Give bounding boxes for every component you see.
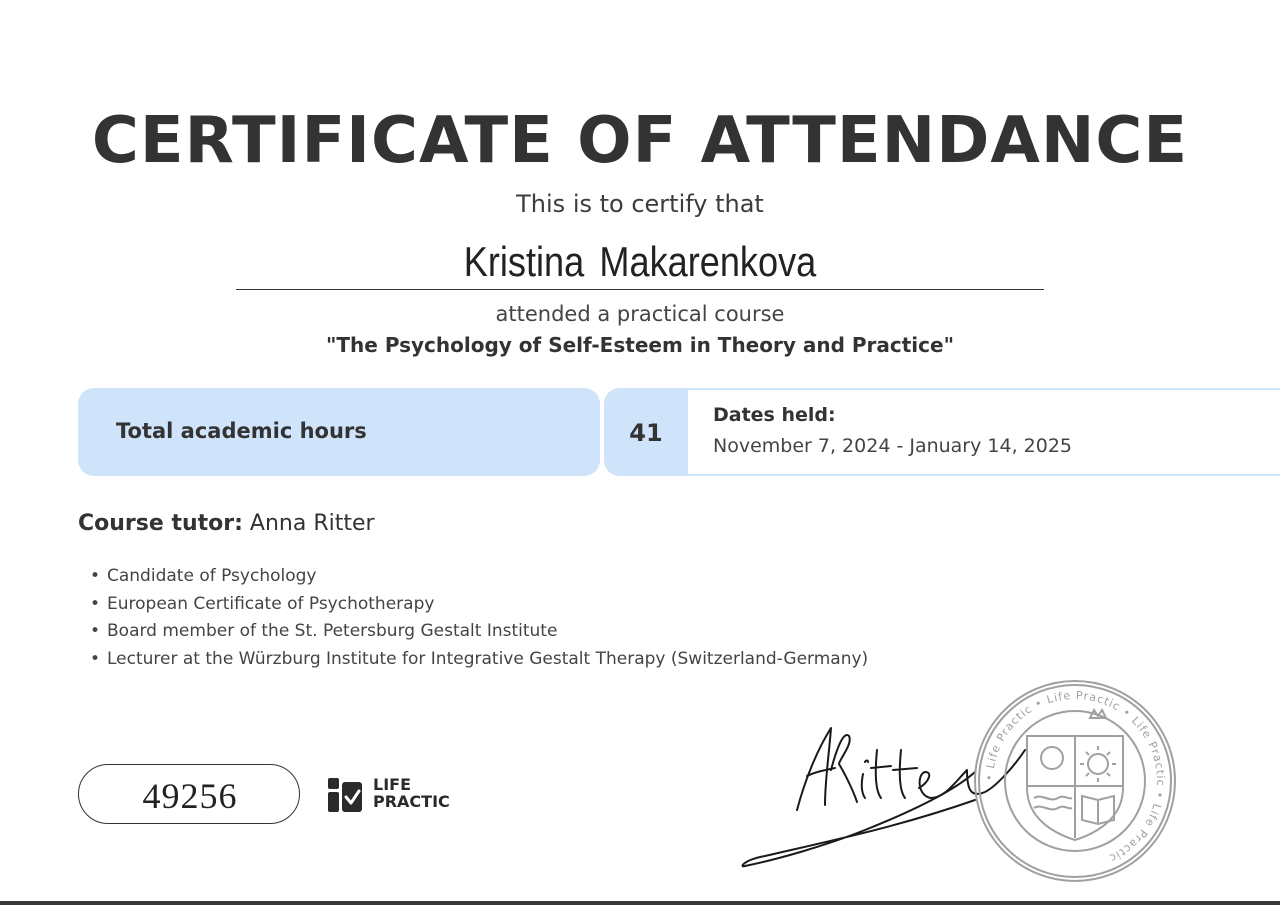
hours-panel (78, 388, 600, 476)
credential-item: • European Certificate of Psychotherapy (90, 593, 435, 614)
credential-item: • Lecturer at the Würzburg Institute for Integrative Gestalt Therapy (Switzerland-Germany) (90, 648, 869, 669)
serial-number-box (78, 764, 300, 824)
tutor-label: Course tutor: (78, 511, 243, 536)
bottom-border (0, 901, 1280, 905)
tutor-credentials (90, 563, 868, 673)
tutor-name: Anna Ritter (249, 511, 375, 536)
certify-text: This is to certify that (516, 190, 764, 218)
dates-value: November 7, 2024 - January 14, 2025 (713, 435, 1073, 457)
serial-number: 49256 (142, 776, 238, 816)
recipient-name: Kristina Makarenkova (463, 238, 817, 285)
credential-item: • Candidate of Psychology (90, 566, 317, 586)
certificate-title: CERTIFICATE OF ATTENDANCE (91, 104, 1189, 178)
hours-label: Total academic hours (116, 419, 367, 443)
attended-text: attended a practical course (495, 302, 785, 326)
course-tutor (78, 511, 375, 536)
course-title: "The Psychology of Self-Esteem in Theory and Practice" (325, 333, 954, 357)
dates-label: Dates held: (713, 404, 836, 426)
svg-text:• Life Practic • Life Practic: • Life Practic • Life Practic • Life Practic • Life Practic (982, 688, 1168, 866)
credential-item: • Board member of the St. Petersburg Gestalt Institute (90, 621, 558, 641)
logo-wordmark: LIFE PRACTIC (373, 775, 450, 811)
hours-value-panel (604, 388, 688, 476)
hours-value: 41 (629, 419, 663, 447)
seal-stamp-icon (972, 678, 1178, 884)
name-underline (236, 289, 1044, 290)
dates-panel (604, 388, 1280, 476)
